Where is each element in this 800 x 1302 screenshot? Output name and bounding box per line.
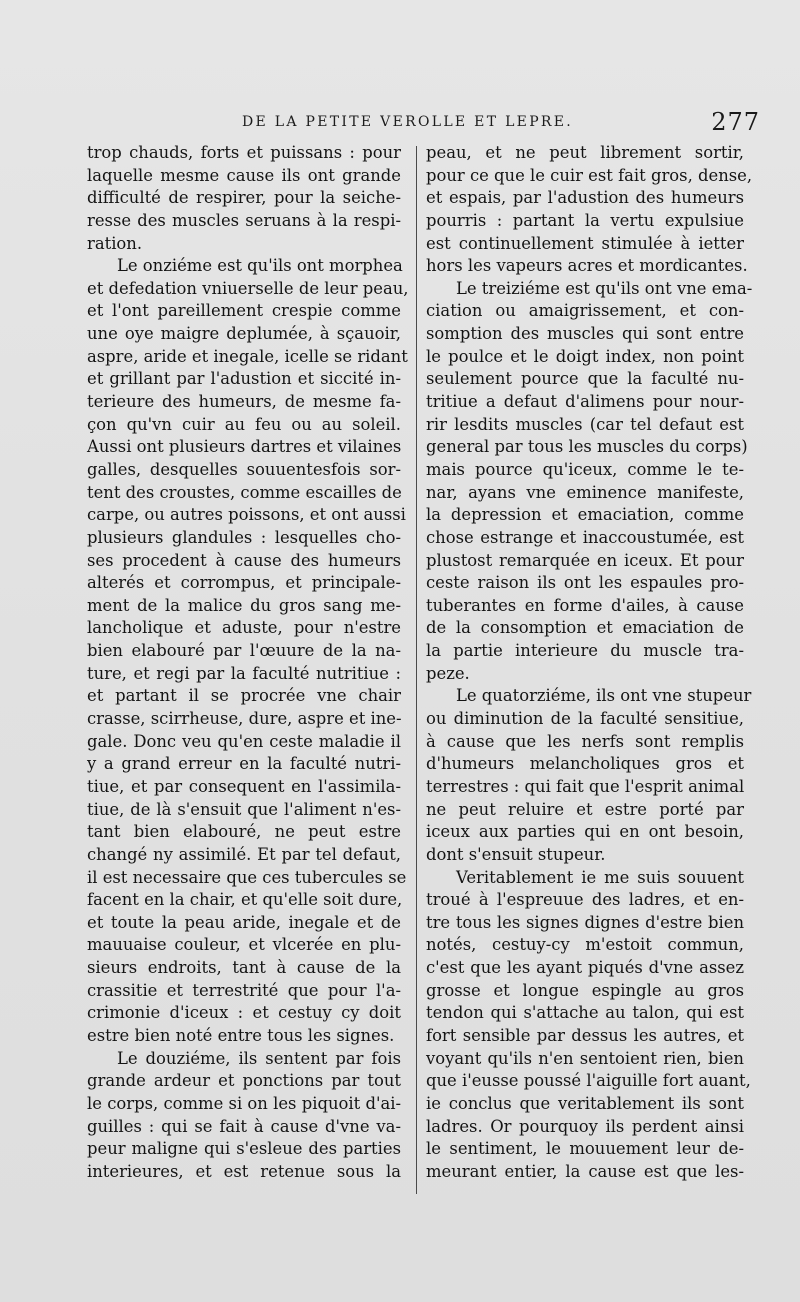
text-line: nar, ayans vne eminence manifeste, (426, 482, 744, 502)
text-line: alterés et corrompus, et principale- (87, 573, 401, 593)
text-line: tuberantes en forme d'ailes, à cause (426, 595, 744, 615)
text-line: ie conclus que veritablement ils sont (426, 1093, 744, 1113)
text-line: iceux aux parties qui en ont besoin, (426, 822, 744, 842)
text-line: le sentiment, le mouuement leur de- (426, 1139, 744, 1159)
page-number: 277 (711, 108, 760, 136)
text-line: crassitie et terrestrité que pour l'a- (87, 980, 401, 1000)
text-line: et partant il se procrée vne chair (87, 686, 401, 706)
text-line: sieurs endroits, tant à cause de la (87, 958, 401, 978)
text-line: et defedation vniuerselle de leur peau, (87, 278, 409, 298)
text-line: pour ce que le cuir est fait gros, dense, (426, 165, 753, 185)
text-line: ladres. Or pourquoy ils perdent ainsi (426, 1116, 744, 1136)
text-line: fort sensible par dessus les autres, et (426, 1025, 744, 1045)
text-line: tant bien elabouré, ne peut estre (87, 822, 401, 842)
text-line: voyant qu'ils n'en sentoient rien, bien (426, 1048, 744, 1068)
text-line: dont s'ensuit stupeur. (426, 844, 606, 864)
text-line: çon qu'vn cuir au feu ou au soleil. (87, 414, 401, 434)
text-line: chose estrange et inaccoustumée, est (426, 527, 744, 547)
text-line: ceste raison ils ont les espaules pro- (426, 573, 744, 593)
text-line: notés, cestuy-cy m'estoit commun, (426, 935, 744, 955)
text-line: estre bien noté entre tous les signes. (87, 1025, 395, 1045)
text-line: general par tous les muscles du corps) (426, 437, 748, 457)
text-line: Le treiziéme est qu'ils ont vne ema- (456, 278, 753, 298)
text-line: tritiue a defaut d'alimens pour nour- (426, 392, 744, 412)
text-line: plusieurs glandules : lesquelles cho- (87, 527, 401, 547)
text-line: difficulté de respirer, pour la seiche- (87, 188, 401, 208)
text-line: et grillant par l'adustion et siccité in- (87, 369, 401, 389)
text-line: tiue, de là s'ensuit que l'aliment n'es- (87, 799, 401, 819)
text-line: la depression et emaciation, comme (426, 505, 744, 525)
text-line: tre tous les signes dignes d'estre bien (426, 912, 744, 932)
text-line: et l'ont pareillement crespie comme (87, 301, 401, 321)
text-line: ne peut reluire et estre porté par (426, 799, 744, 819)
text-line: changé ny assimilé. Et par tel defaut, (87, 844, 401, 864)
text-line: grosse et longue espingle au gros (426, 980, 744, 1000)
text-line: crasse, scirrheuse, dure, aspre et ine- (87, 709, 402, 729)
text-line: rir lesdits muscles (car tel defaut est (426, 414, 744, 434)
text-line: et espais, par l'adustion des humeurs (426, 188, 744, 208)
text-line: galles, desquelles souuentesfois sor- (87, 459, 401, 479)
text-line: Le douziéme, ils sentent par fois (117, 1048, 401, 1068)
column-divider (416, 146, 417, 1194)
text-line: mauuaise couleur, et vlcerée en plu- (87, 935, 401, 955)
text-line: ration. (87, 233, 143, 253)
text-line: Le quatorziéme, ils ont vne stupeur (456, 686, 752, 706)
text-line: la partie interieure du muscle tra- (426, 641, 744, 661)
text-line: ses procedent à cause des humeurs (87, 550, 401, 570)
text-line: tiue, et par consequent en l'assimila- (87, 776, 401, 796)
text-line: et toute la peau aride, inegale et de (87, 912, 401, 932)
right-text-column (426, 142, 753, 1183)
text-line: il est necessaire que ces tubercules se (87, 867, 407, 887)
left-text-column (87, 142, 409, 1183)
text-line: est continuellement stimulée à ietter (426, 233, 744, 253)
text-line: que i'eusse poussé l'aiguille fort auant, (426, 1071, 751, 1091)
running-head (80, 108, 760, 138)
text-line: le corps, comme si on les piquoit d'ai- (87, 1093, 401, 1113)
text-line: de la consomption et emaciation de (426, 618, 744, 638)
text-line: resse des muscles seruans à la respi- (87, 210, 401, 230)
text-line: gale. Donc veu qu'en ceste maladie il (87, 731, 401, 751)
text-line: tent des croustes, comme escailles de (87, 482, 402, 502)
text-line: peze. (426, 663, 470, 683)
text-line: tendon qui s'attache au talon, qui est (426, 1003, 744, 1023)
text-line: une oye maigre deplumée, à sçauoir, (87, 324, 401, 344)
text-line: laquelle mesme cause ils ont grande (87, 165, 401, 185)
text-line: mais pource qu'iceux, comme le te- (426, 459, 744, 479)
text-line: peau, et ne peut librement sortir, (426, 143, 744, 162)
text-line: terieure des humeurs, de mesme fa- (87, 392, 401, 412)
text-line: bien elabouré par l'œuure de la na- (87, 641, 401, 661)
text-line: ture, et regi par la faculté nutritiue : (87, 663, 401, 683)
text-line: somption des muscles qui sont entre (426, 324, 744, 344)
text-line: y a grand erreur en la faculté nutri- (87, 754, 401, 774)
text-line: grande ardeur et ponctions par tout (87, 1071, 401, 1091)
text-line: hors les vapeurs acres et mordicantes. (426, 256, 748, 276)
text-line: le poulce et le doigt index, non point (426, 346, 744, 366)
text-line: ment de la malice du gros sang me- (87, 595, 401, 615)
text-line: d'humeurs melancholiques gros et (426, 754, 744, 774)
text-line: Aussi ont plusieurs dartres et vilaines (87, 437, 402, 457)
text-line: ou diminution de la faculté sensitiue, (426, 709, 744, 729)
text-line: lancholique et aduste, pour n'estre (87, 618, 401, 638)
text-line: c'est que les ayant piqués d'vne assez (426, 958, 744, 978)
text-line: pourris : partant la vertu expulsiue (426, 210, 744, 230)
text-line: interieures, et est retenue sous la (87, 1161, 401, 1181)
text-line: terrestres : qui fait que l'esprit animal (426, 776, 745, 796)
text-line: peur maligne qui s'esleue des parties (87, 1139, 401, 1159)
text-line: seulement pource que la faculté nu- (426, 369, 744, 389)
text-line: plustost remarquée en iceux. Et pour (426, 550, 744, 570)
text-line: guilles : qui se fait à cause d'vne va- (87, 1116, 401, 1136)
text-line: Veritablement ie me suis souuent (456, 867, 744, 887)
text-line: Le onziéme est qu'ils ont morphea (117, 256, 403, 276)
running-title: DE LA PETITE VEROLLE ET LEPRE. (242, 114, 574, 130)
text-line: aspre, aride et inegale, icelle se ridant (87, 346, 408, 366)
text-line: trop chauds, forts et puissans : pour (87, 143, 401, 162)
text-line: à cause que les nerfs sont remplis (426, 731, 744, 751)
text-line: facent en la chair, et qu'elle soit dure, (87, 890, 403, 910)
text-line: crimonie d'iceux : et cestuy cy doit (87, 1003, 401, 1023)
text-line: meurant entier, la cause est que les- (426, 1161, 744, 1181)
text-line: troué à l'espreuue des ladres, et en- (426, 890, 744, 910)
text-line: ciation ou amaigrissement, et con- (426, 301, 744, 321)
text-line: carpe, ou autres poissons, et ont aussi (87, 505, 406, 525)
